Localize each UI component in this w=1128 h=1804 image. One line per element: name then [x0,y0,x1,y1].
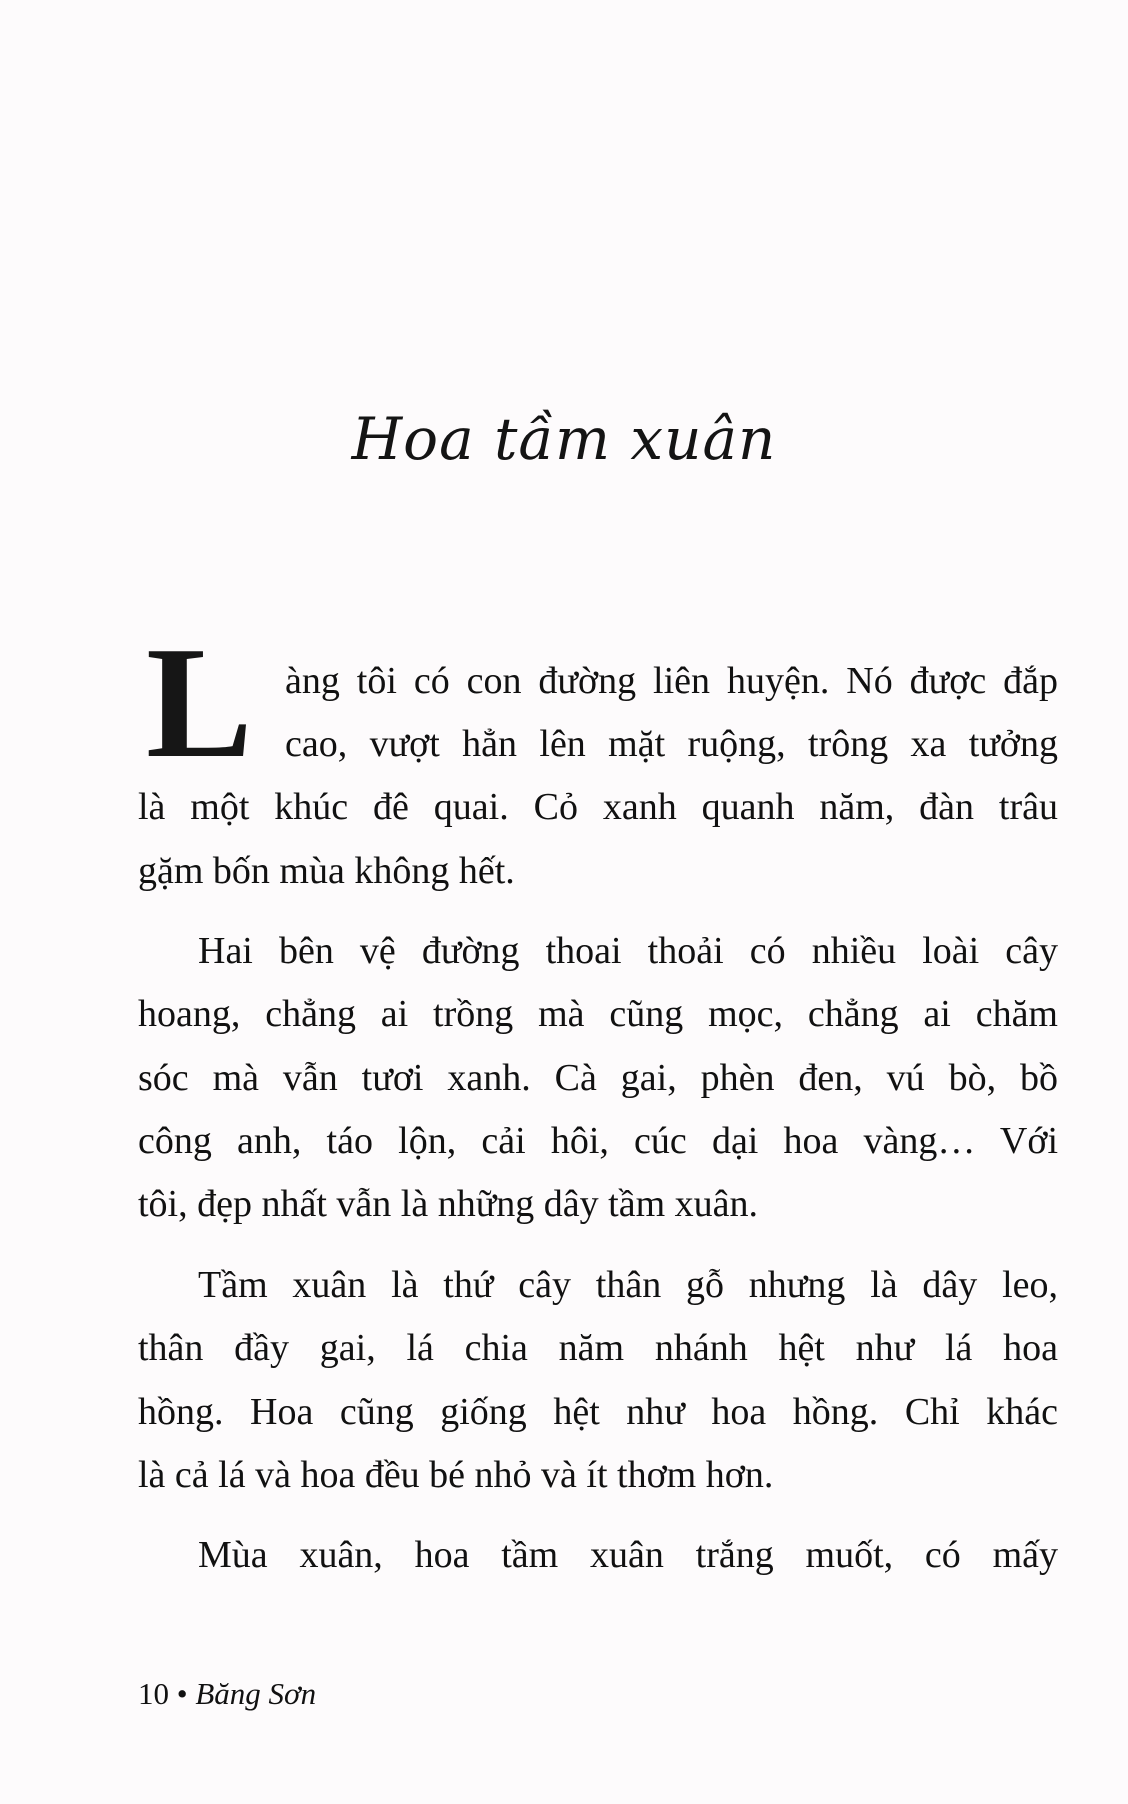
author-name: Băng Sơn [195,1676,317,1711]
chapter-title: Hoa tầm xuân [351,405,777,473]
text-line: Mùa xuân, hoa tầm xuân trắng muốt, có mấy [198,1534,1058,1576]
text-line: àng tôi có con đường liên huyện. Nó được đắp [285,660,1058,702]
text-line: cao, vượt hẳn lên mặt ruộng, trông xa tưởng [285,723,1058,765]
text-line: sóc mà vẫn tươi xanh. Cà gai, phèn đen, vú bò, bồ [138,1057,1058,1099]
page-footer [138,1676,316,1712]
text-line: hoang, chẳng ai trồng mà cũng mọc, chẳng ai chăm [138,993,1058,1035]
page-number: 10 [138,1676,169,1711]
text-line: công anh, táo lộn, cải hôi, cúc dại hoa vàng… Với [138,1120,1058,1162]
text-line: Hai bên vệ đường thoai thoải có nhiều loài cây [198,930,1058,972]
text-line: tôi, đẹp nhất vẫn là những dây tầm xuân. [138,1183,759,1225]
footer-separator: • [176,1676,188,1711]
text-line: thân đầy gai, lá chia năm nhánh hệt như lá hoa [138,1327,1058,1369]
text-line: là cả lá và hoa đều bé nhỏ và ít thơm hơn. [138,1454,774,1496]
drop-cap: L [146,613,253,791]
text-line: hồng. Hoa cũng giống hệt như hoa hồng. Chỉ khác [138,1391,1058,1433]
text-line: là một khúc đê quai. Cỏ xanh quanh năm, đàn trâu [138,786,1058,828]
text-line: gặm bốn mùa không hết. [138,850,515,892]
text-line: Tầm xuân là thứ cây thân gỗ nhưng là dây leo, [198,1264,1058,1306]
